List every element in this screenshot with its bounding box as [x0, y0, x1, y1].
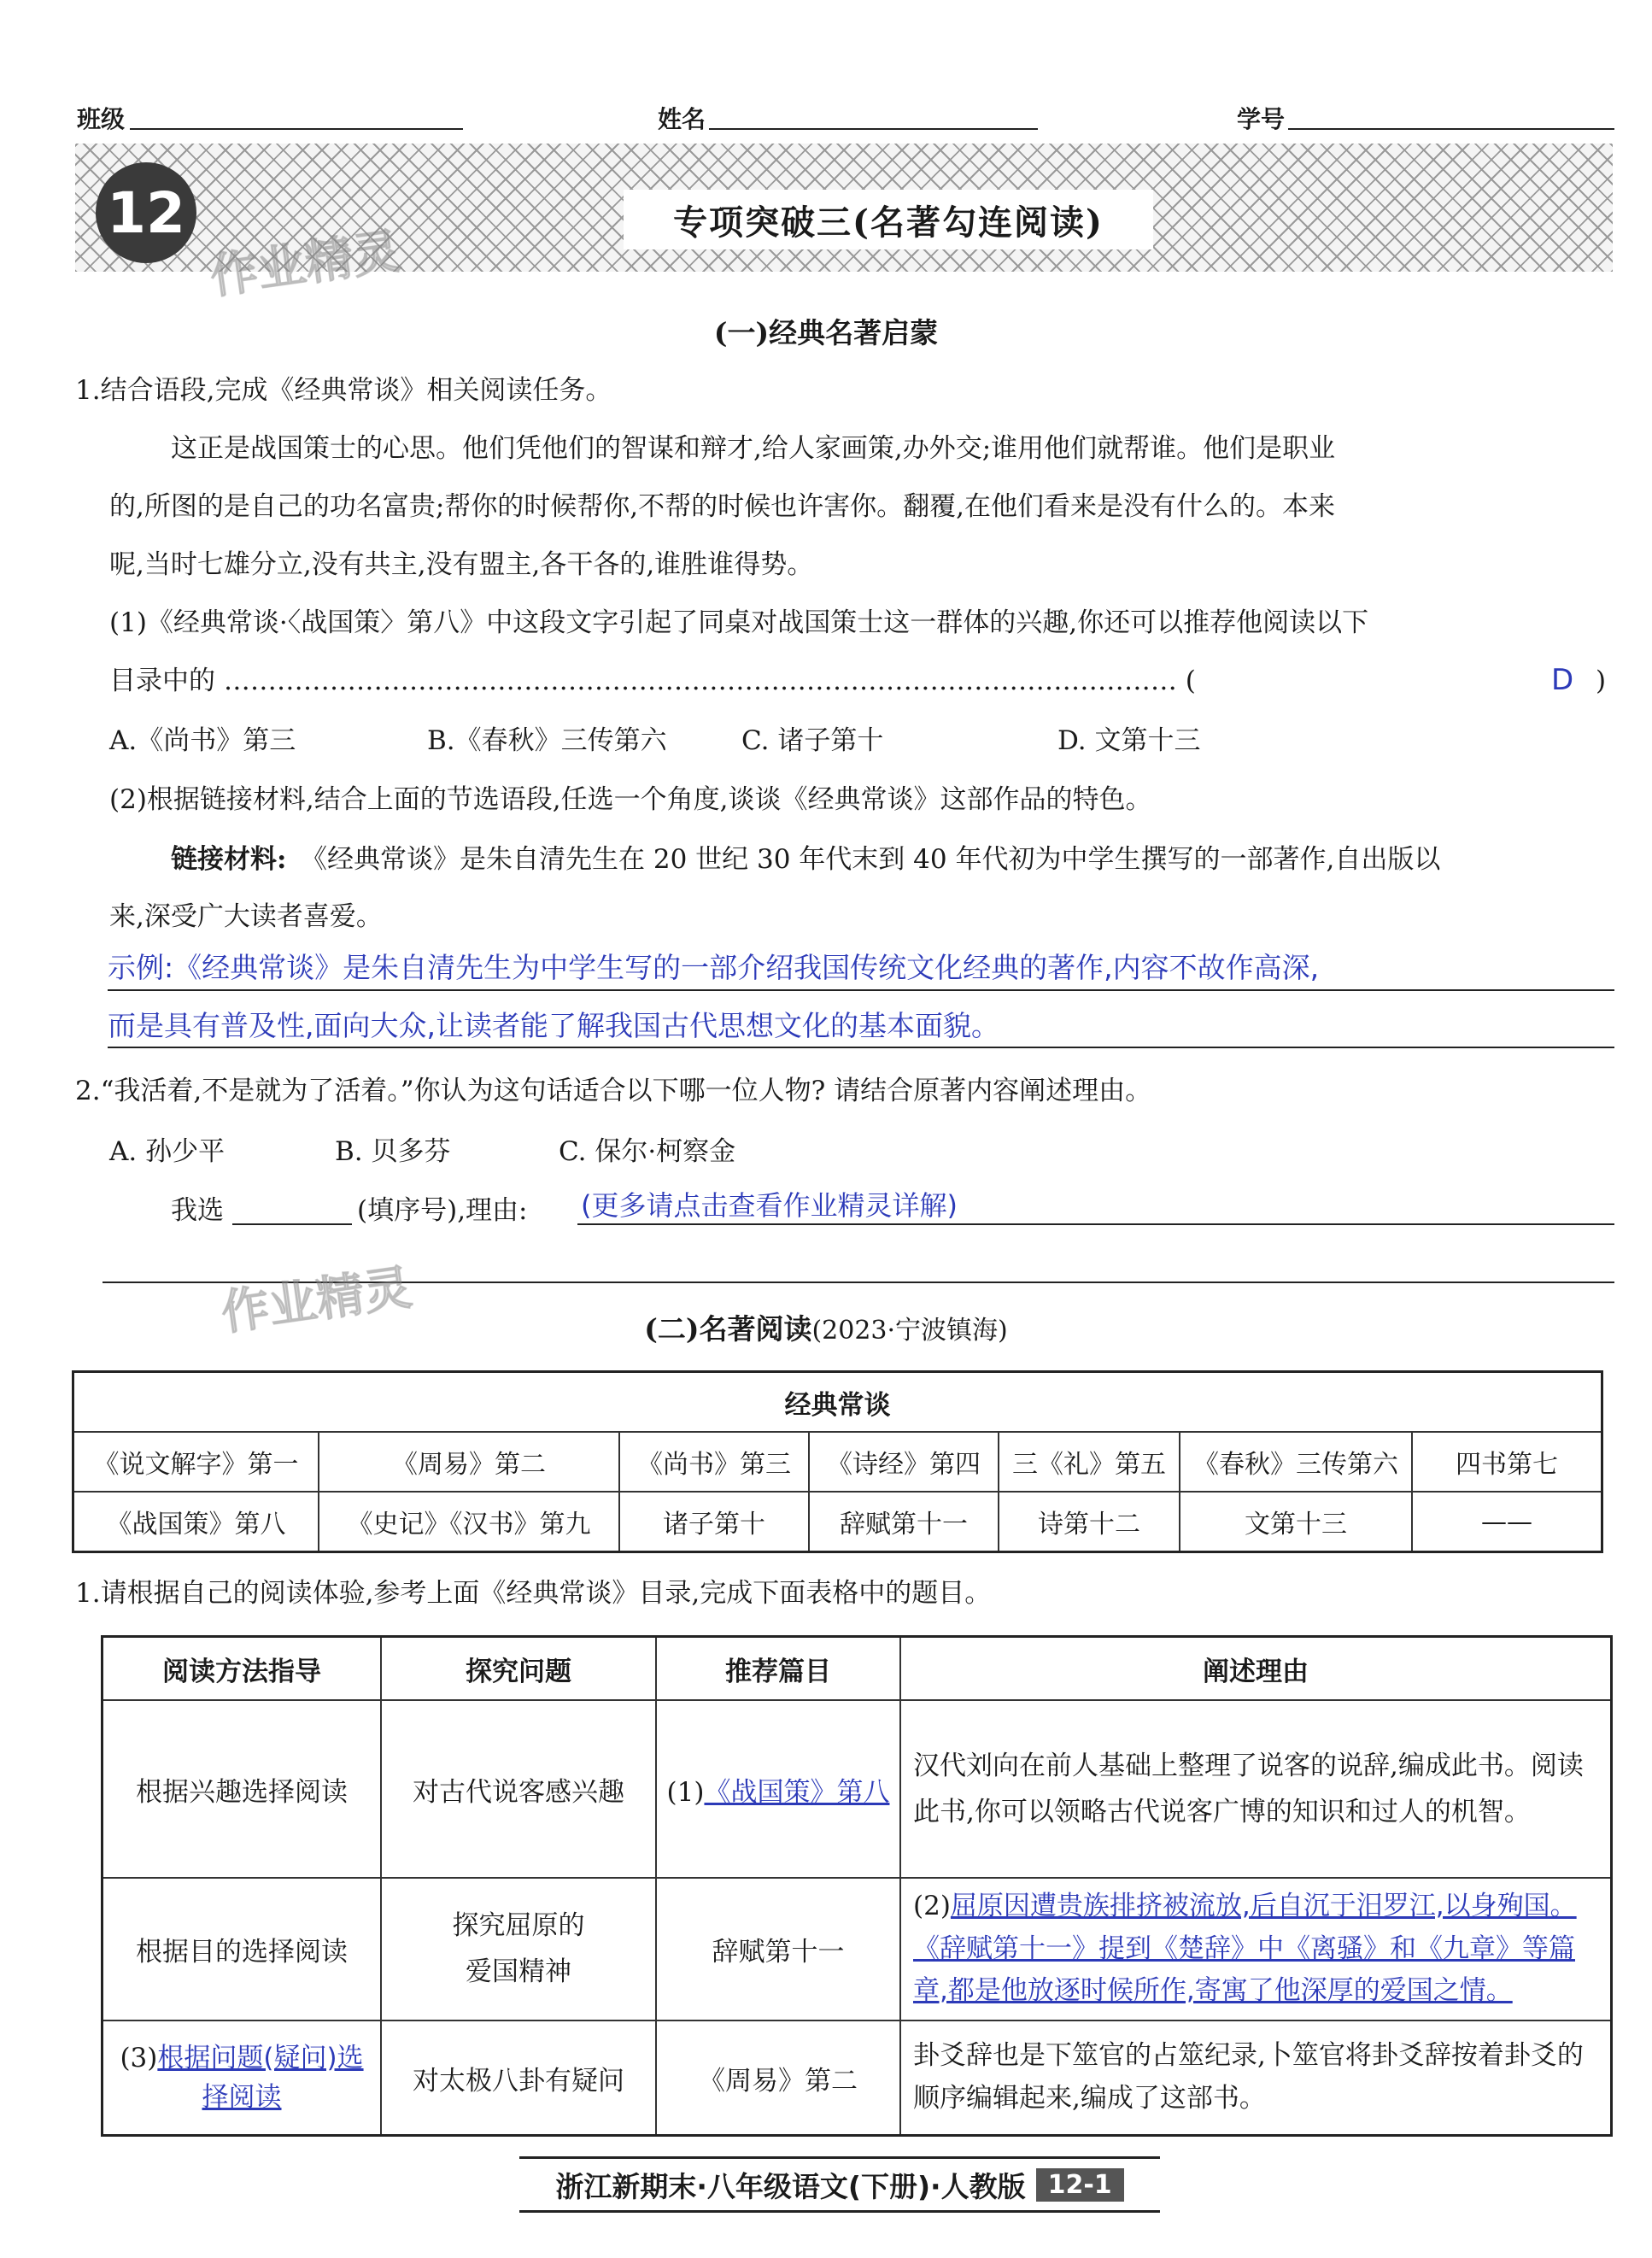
toc-cell: 诗第十二: [999, 1492, 1180, 1552]
toc-cell: ——: [1412, 1492, 1602, 1552]
toc-title-row: [73, 1372, 1602, 1433]
table-header-row: [103, 1637, 1612, 1701]
question-line-1: 探究屈原的: [452, 1910, 585, 1942]
recommend-answer: 《战国策》第八: [704, 1776, 890, 1808]
choice-blank[interactable]: [232, 1223, 352, 1225]
question-cell: 对古代说客感兴趣: [381, 1700, 656, 1878]
name-input-line[interactable]: [709, 128, 1038, 130]
footer: [519, 2156, 1160, 2213]
q1-sub1-close-paren: ): [1596, 666, 1607, 696]
reason-blank-1[interactable]: [577, 1223, 1614, 1225]
unit-number-badge: 12: [96, 162, 196, 263]
page-title: 专项突破三(名著勾连阅读): [624, 190, 1153, 249]
toc-cell: 《周易》第二: [319, 1432, 619, 1492]
link-material-label: 链接材料:: [171, 844, 287, 875]
section2-heading: (二)名著阅读: [644, 1312, 812, 1346]
table-row: [103, 2020, 1612, 2136]
watermark-top: 作业精灵: [207, 223, 405, 306]
section2-heading-wrap: [0, 1307, 1652, 1347]
toc-cell: 《战国策》第八: [73, 1492, 319, 1552]
q1-answer-line-2: 而是具有普及性,面向大众,让读者能了解我国古代思想文化的基本面貌。: [108, 1009, 999, 1042]
toc-cell: 《诗经》第四: [809, 1432, 999, 1492]
toc-cell: 《尚书》第三: [619, 1432, 809, 1492]
answer-rule-1: [108, 989, 1614, 991]
col-header-method: 阅读方法指导: [103, 1637, 382, 1701]
name-label: 姓名: [658, 105, 706, 133]
toc-cell: 《春秋》三传第六: [1180, 1432, 1412, 1492]
toc-title: 经典常谈: [73, 1372, 1602, 1433]
watermark-mid: 作业精灵: [218, 1259, 416, 1342]
recommend-cell: 《周易》第二: [656, 2020, 900, 2136]
reason-cell: [900, 1878, 1612, 2020]
toc-cell: 《史记》《汉书》第九: [319, 1492, 619, 1552]
col-header-recommend: 推荐篇目: [656, 1637, 900, 1701]
recommend-cell: 辞赋第十一: [656, 1878, 900, 2020]
table-row: [103, 1700, 1612, 1878]
toc-cell: 四书第七: [1412, 1432, 1602, 1492]
col-header-question: 探究问题: [381, 1637, 656, 1701]
recommend-cell: [656, 1700, 900, 1878]
passage-line-2: 的,所图的是自己的功名富贵;帮你的时候帮你,不帮的时候也许害你。翻覆,在他们看来是没有什么的。本来: [109, 491, 1336, 522]
reason-cell: 汉代刘向在前人基础上整理了说客的说辞,编成此书。阅读此书,你可以领略古代说客广博的知识和过人的机智。: [900, 1700, 1612, 1878]
item-number: (1): [666, 1776, 705, 1808]
toc-cell: 诸子第十: [619, 1492, 809, 1552]
reading-method-table: [101, 1635, 1613, 2137]
detail-hint[interactable]: (更多请点击查看作业精灵详解): [581, 1189, 958, 1222]
item-number: (3): [120, 2042, 158, 2073]
q2-option-a: A. 孙少平: [109, 1136, 226, 1167]
section2-source: (2023·宁波镇海): [811, 1316, 1008, 1346]
link-material-line-2: 来,深受广大读者喜爱。: [109, 901, 383, 932]
q1-sub1-answer: D: [1551, 663, 1574, 697]
choose-label: 我选: [171, 1195, 224, 1226]
reason-cell: 卦爻辞也是下筮官的占筮纪录,卜筮官将卦爻辞按着卦爻的顺序编辑起来,编成了这部书。: [900, 2020, 1612, 2136]
col-header-reason: 阐述理由: [900, 1637, 1612, 1701]
item-number: (2): [913, 1891, 951, 1921]
q1-sub1-line-1: (1)《经典常谈·〈战国策〉第八》中这段文字引起了同桌对战国策士这一群体的兴趣,你还可以推荐他阅读以下: [109, 607, 1369, 638]
passage-line-1: 这正是战国策士的心思。他们凭他们的智谋和辩才,给人家画策,办外交;谁用他们就帮谁。他们是职业: [171, 433, 1336, 464]
footer-title: 浙江新期末·八年级语文(下册)·人教版: [555, 2169, 1026, 2203]
fill-label: (填序号),理由:: [357, 1195, 528, 1226]
toc-table: [72, 1370, 1603, 1553]
toc-row-1: [73, 1432, 1602, 1492]
q1-answer-line-1: 示例:《经典常谈》是朱自清先生为中学生写的一部介绍我国传统文化经典的著作,内容不故作高深,: [108, 951, 1320, 984]
reason-answer: 屈原因遭贵族排挤被流放,后自沉于汨罗江,以身殉国。《辞赋第十一》提到《楚辞》中《离骚》和《九章》等篇章,都是他放逐时候所作,寄寓了他深厚的爱国之情。: [913, 1891, 1577, 2007]
option-d: D. 文第十三: [1057, 725, 1201, 756]
toc-cell: 辞赋第十一: [809, 1492, 999, 1552]
question-cell: [381, 1878, 656, 2020]
link-material-line-1: 《经典常谈》是朱自清先生在 20 世纪 30 年代末到 40 年代初为中学生撰写的一部著作,自出版以: [301, 844, 1441, 875]
toc-row-2: [73, 1492, 1602, 1552]
class-label: 班级: [77, 105, 126, 133]
option-a: A.《尚书》第三: [109, 725, 296, 756]
id-label: 学号: [1237, 105, 1286, 133]
toc-cell: 三《礼》第五: [999, 1432, 1180, 1492]
q1-stem: 1.结合语段,完成《经典常谈》相关阅读任务。: [75, 375, 612, 406]
table-row: [103, 1878, 1612, 2020]
passage-line-3: 呢,当时七雄分立,没有共主,没有盟主,各干各的,谁胜谁得势。: [109, 549, 814, 580]
question-cell: 对太极八卦有疑问: [381, 2020, 656, 2136]
option-b: B.《春秋》三传第六: [427, 725, 667, 756]
id-input-line[interactable]: [1288, 128, 1614, 130]
section1-heading: (一)经典名著启蒙: [713, 316, 939, 349]
method-cell: 根据目的选择阅读: [103, 1878, 382, 2020]
class-input-line[interactable]: [130, 128, 463, 130]
answer-rule-2: [108, 1047, 1614, 1048]
method-answer: 根据问题(疑问)选择阅读: [157, 2042, 364, 2114]
toc-cell: 文第十三: [1180, 1492, 1412, 1552]
q1-sub1-line-2: 目录中的 ……………………………………………………………………………………………… (: [109, 666, 1196, 696]
question-line-2: 爱国精神: [466, 1956, 571, 1988]
s2-q1-stem: 1.请根据自己的阅读体验,参考上面《经典常谈》目录,完成下面表格中的题目。: [75, 1578, 992, 1609]
q2-option-c: C. 保尔·柯察金: [559, 1136, 736, 1167]
toc-cell: 《说文解字》第一: [73, 1432, 319, 1492]
method-cell: 根据兴趣选择阅读: [103, 1700, 382, 1878]
q1-sub2: (2)根据链接材料,结合上面的节选语段,任选一个角度,谈谈《经典常谈》这部作品的特色。: [109, 784, 1152, 815]
q2-option-b: B. 贝多芬: [335, 1136, 451, 1167]
option-c: C. 诸子第十: [741, 725, 884, 756]
method-cell: [103, 2020, 382, 2136]
q2-stem: 2.“我活着,不是就为了活着。”你认为这句话适合以下哪一位人物? 请结合原著内容阐述理由。: [75, 1076, 1152, 1106]
page-number: 12-1: [1036, 2168, 1124, 2202]
